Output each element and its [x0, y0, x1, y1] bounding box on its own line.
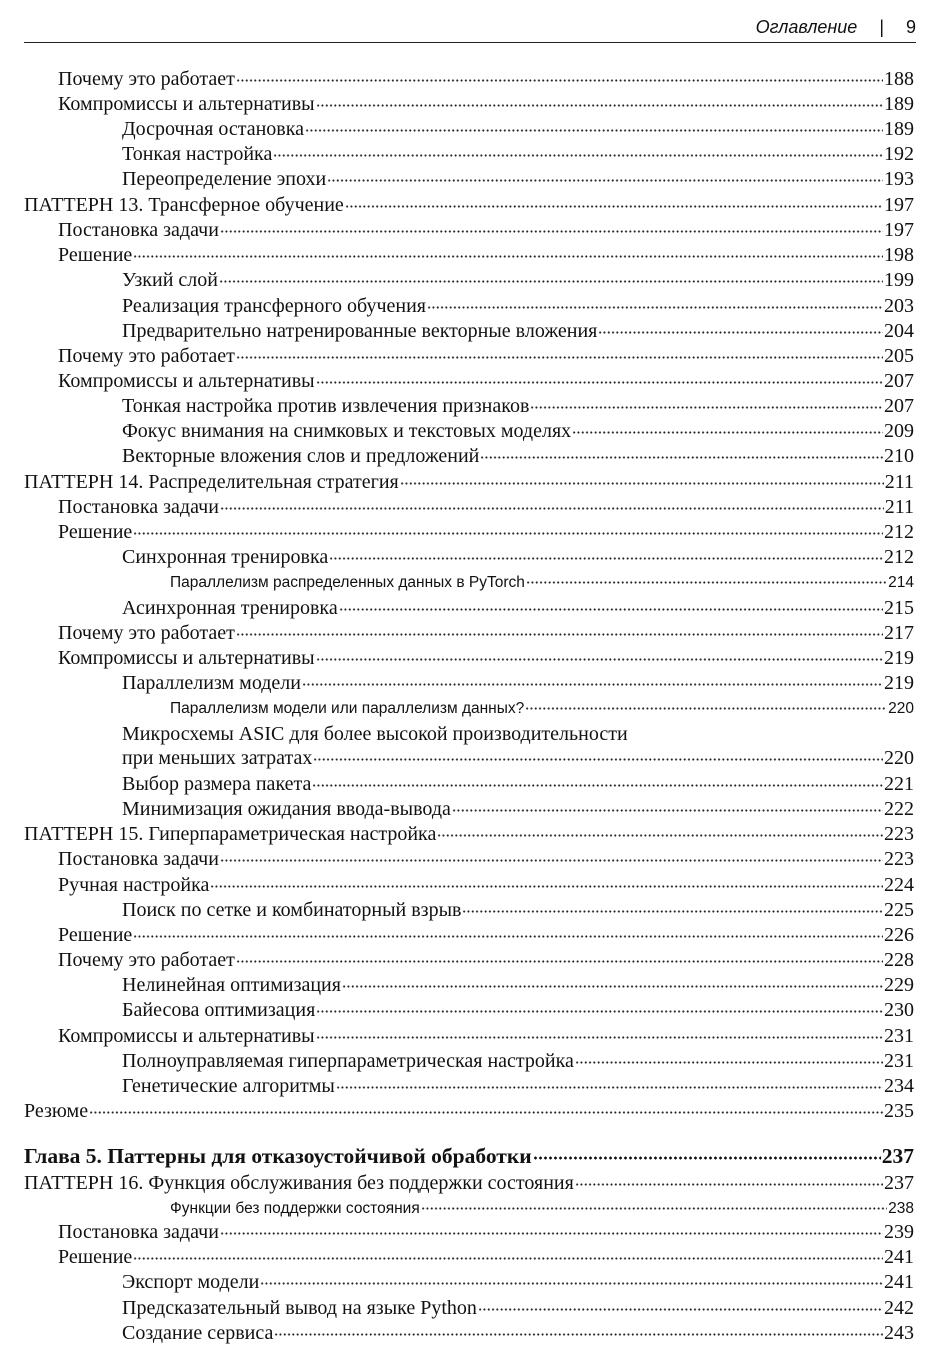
toc-entry — [58, 243, 914, 267]
toc-entry — [24, 193, 914, 217]
dot-leader — [274, 1333, 883, 1336]
toc-chapter-entry — [24, 1144, 914, 1168]
dot-leader — [260, 1282, 883, 1285]
toc-entry — [122, 722, 914, 746]
toc-entry — [122, 1270, 914, 1294]
toc-entry-title: Асинхронная тренировка — [122, 597, 338, 619]
dot-leader — [210, 885, 883, 888]
toc-entry-page: 237 — [881, 1144, 914, 1168]
dot-leader — [220, 859, 883, 862]
toc-entry — [58, 1220, 914, 1244]
toc-entry — [122, 142, 914, 166]
dot-leader — [133, 1257, 883, 1260]
toc-entry-page: 225 — [884, 899, 914, 921]
toc-entry — [122, 167, 914, 191]
dot-leader — [236, 633, 883, 636]
dot-leader — [329, 557, 883, 560]
toc-entry-page: 199 — [884, 269, 914, 291]
toc-entry-title: Байесова оптимизация — [122, 999, 316, 1021]
toc-entry-title: Резюме — [24, 1100, 89, 1122]
dot-leader — [316, 104, 883, 107]
toc-entry-title: Почему это работает — [58, 949, 235, 971]
toc-entry-title: Тонкая настройка — [122, 143, 273, 165]
toc-entry-page: 217 — [884, 622, 914, 644]
dot-leader — [133, 532, 883, 535]
toc-entry — [58, 369, 914, 393]
dot-leader — [302, 683, 883, 686]
toc-entry-page: 203 — [884, 295, 914, 317]
dot-leader — [236, 79, 883, 82]
toc-entry — [58, 495, 914, 519]
toc-entry-title: Ручная настройка — [58, 874, 210, 896]
toc-entry — [58, 923, 914, 947]
toc-entry — [122, 973, 914, 997]
toc-entry — [122, 898, 914, 922]
toc-entry — [122, 671, 914, 695]
toc-entry-page: 237 — [884, 1172, 914, 1194]
toc-entry — [122, 1296, 914, 1320]
toc-entry-page: 235 — [884, 1100, 914, 1122]
toc-entry-page: 209 — [884, 420, 914, 442]
toc-entry-title: Компромиссы и альтернативы — [58, 93, 315, 115]
dot-leader — [345, 205, 883, 208]
toc-entry-title: ПАТТЕРН 14. Распределительная стратегия — [24, 471, 399, 493]
dot-leader — [480, 456, 883, 459]
dot-leader — [313, 758, 883, 761]
toc-entry-title: Полноуправляемая гиперпараметрическая настройка — [122, 1050, 574, 1072]
toc-entry-page: 243 — [884, 1322, 914, 1344]
toc-entry — [122, 1049, 914, 1073]
dot-leader — [533, 1156, 881, 1160]
running-head — [24, 14, 916, 43]
toc-entry — [58, 873, 914, 897]
dot-leader — [342, 985, 883, 988]
toc-entry-title: Выбор размера пакета — [122, 773, 312, 795]
dot-leader — [400, 482, 884, 485]
toc-entry-page: 192 — [884, 143, 914, 165]
toc-entry-title: Генетические алгоритмы — [122, 1075, 335, 1097]
dot-leader — [598, 331, 883, 334]
toc-entry — [122, 419, 914, 443]
toc-entry — [122, 545, 914, 569]
dot-leader — [312, 784, 883, 787]
toc-entry — [58, 92, 914, 116]
toc-entry-page: 197 — [884, 219, 914, 241]
dot-leader — [133, 255, 883, 258]
toc-entry — [122, 746, 914, 770]
toc-entry-page: 214 — [888, 574, 914, 591]
toc-entry-title: Создание сервиса — [122, 1322, 274, 1344]
toc-entry-title: Почему это работает — [58, 345, 235, 367]
toc-entry-page: 230 — [884, 999, 914, 1021]
toc-entry-title: Компромиссы и альтернативы — [58, 647, 315, 669]
toc-entry-title: Векторные вложения слов и предложений — [122, 445, 480, 467]
toc-entry-page: 220 — [888, 700, 914, 717]
toc-entry-page: 239 — [884, 1221, 914, 1243]
toc-entry — [122, 596, 914, 620]
toc-entry-title: Фокус внимания на снимковых и текстовых моделях — [122, 420, 572, 442]
toc-entry — [24, 1171, 914, 1195]
toc-entry-title: Решение — [58, 1246, 133, 1268]
dot-leader — [462, 910, 883, 913]
dot-leader — [316, 381, 883, 384]
toc-entry-page: 222 — [884, 798, 914, 820]
toc-entry-title: Компромиссы и альтернативы — [58, 1025, 315, 1047]
dot-leader — [327, 179, 883, 182]
toc-entry-page: 220 — [884, 747, 914, 769]
running-head-separator: | — [879, 17, 884, 37]
toc-entry-page: 212 — [884, 546, 914, 568]
dot-leader — [427, 306, 883, 309]
dot-leader — [336, 1086, 883, 1089]
toc-entry-page: 221 — [884, 773, 914, 795]
toc-entry-page: 207 — [884, 395, 914, 417]
toc-entry-page: 212 — [884, 521, 914, 543]
toc-entry-page: 231 — [884, 1025, 914, 1047]
toc-entry-title: Решение — [58, 244, 133, 266]
toc-entry-page: 242 — [884, 1297, 914, 1319]
toc-entry — [58, 218, 914, 242]
dot-leader — [236, 356, 883, 359]
toc-entry-page: 197 — [884, 194, 914, 216]
dot-leader — [273, 154, 883, 157]
toc-entry-title: Постановка задачи — [58, 1221, 219, 1243]
page-number: 9 — [905, 17, 916, 37]
toc-entry-title: Постановка задачи — [58, 219, 219, 241]
toc-entry-page: 211 — [884, 471, 914, 493]
dot-leader — [305, 129, 883, 132]
toc-entry-page: 231 — [884, 1050, 914, 1072]
toc-entry — [170, 1197, 914, 1221]
toc-entry-page: 207 — [884, 370, 914, 392]
toc-entry-title: Постановка задачи — [58, 848, 219, 870]
dot-leader — [220, 1232, 883, 1235]
toc-entry — [122, 394, 914, 418]
toc-entry-page: 210 — [884, 445, 914, 467]
toc-entry — [122, 1074, 914, 1098]
toc-entry — [122, 117, 914, 141]
toc-entry-title: Досрочная остановка — [122, 118, 305, 140]
toc-entry-page: 229 — [884, 974, 914, 996]
toc-entry — [58, 621, 914, 645]
toc-entry-title: Компромиссы и альтернативы — [58, 370, 315, 392]
toc-entry-title: Поиск по сетке и комбинаторный взрыв — [122, 899, 462, 921]
toc-entry-title: Решение — [58, 924, 133, 946]
toc-entry-page: 204 — [884, 320, 914, 342]
toc-entry-title: Параллелизм модели или параллелизм данных? — [170, 700, 525, 717]
dot-leader — [575, 1183, 883, 1186]
toc-entry-title: Тонкая настройка против извлечения признаков — [122, 395, 530, 417]
toc-entry — [170, 571, 914, 595]
toc-entry — [122, 998, 914, 1022]
dot-leader — [421, 1207, 887, 1210]
toc-entry — [122, 294, 914, 318]
toc-entry-title: Предварительно натренированные векторные вложения — [122, 320, 598, 342]
toc-entry-page: 224 — [884, 874, 914, 896]
toc-entry-page: 193 — [884, 168, 914, 190]
toc-entry — [58, 1245, 914, 1269]
toc-entry-page: 205 — [884, 345, 914, 367]
toc-entry-title: Предсказательный вывод на языке Python — [122, 1297, 477, 1319]
toc-entry — [170, 697, 914, 721]
toc-entry-title: Почему это работает — [58, 68, 235, 90]
toc-entry — [58, 948, 914, 972]
toc-entry-title: ПАТТЕРН 16. Функция обслуживания без поддержки состояния — [24, 1172, 574, 1194]
toc-entry-page: 188 — [884, 68, 914, 90]
dot-leader — [530, 406, 883, 409]
toc-entry — [58, 646, 914, 670]
dot-leader — [220, 230, 883, 233]
toc-entry — [58, 1024, 914, 1048]
toc-entry-page: 219 — [884, 672, 914, 694]
toc-entry-page: 238 — [888, 1200, 914, 1217]
toc-entry-page: 219 — [884, 647, 914, 669]
toc-entry — [58, 847, 914, 871]
toc-entry-page: 211 — [884, 496, 914, 518]
toc-entry-page: 223 — [884, 823, 914, 845]
toc-entry — [58, 67, 914, 91]
toc-entry-page: 223 — [884, 848, 914, 870]
toc-entry — [24, 822, 914, 846]
dot-leader — [572, 431, 883, 434]
dot-leader — [316, 1036, 883, 1039]
toc-entry — [122, 797, 914, 821]
toc-entry-title: Параллелизм модели — [122, 672, 301, 694]
toc-entry-page: 189 — [884, 118, 914, 140]
toc-entry-title: Микросхемы ASIC для более высокой производительности — [122, 723, 628, 745]
toc-entry — [24, 1099, 914, 1123]
toc-entry — [58, 344, 914, 368]
toc-entry-page: 241 — [884, 1246, 914, 1268]
toc-entry-title: ПАТТЕРН 13. Трансферное обучение — [24, 194, 344, 216]
dot-leader — [220, 507, 884, 510]
dot-leader — [89, 1111, 883, 1114]
toc-entry — [122, 268, 914, 292]
toc-entry-title: Решение — [58, 521, 133, 543]
toc-entry-page: 228 — [884, 949, 914, 971]
dot-leader — [525, 707, 887, 710]
toc-entry-title: Нелинейная оптимизация — [122, 974, 341, 996]
toc-entry-title: при меньших затратах — [122, 747, 313, 769]
toc-entry — [122, 319, 914, 343]
toc-entry-title: Глава 5. Паттерны для отказоустойчивой обработки — [24, 1144, 532, 1168]
toc-entry — [122, 444, 914, 468]
toc-entry-title: Реализация трансферного обучения — [122, 295, 426, 317]
toc-entry-title: Постановка задачи — [58, 496, 219, 518]
toc-entry-title: Минимизация ожидания ввода-вывода — [122, 798, 451, 820]
toc-entry-title: ПАТТЕРН 15. Гиперпараметрическая настройка — [24, 823, 437, 845]
dot-leader — [339, 608, 883, 611]
toc-entry — [58, 520, 914, 544]
toc-entry — [122, 1321, 914, 1345]
toc-entry — [24, 470, 914, 494]
toc-entry-page: 226 — [884, 924, 914, 946]
dot-leader — [437, 834, 883, 837]
dot-leader — [575, 1061, 883, 1064]
toc-entry-title: Почему это работает — [58, 622, 235, 644]
toc-entry — [122, 772, 914, 796]
toc-entry-title: Функции без поддержки состояния — [170, 1200, 420, 1217]
toc-entry-page: 241 — [884, 1271, 914, 1293]
toc-entry-title: Экспорт модели — [122, 1271, 260, 1293]
dot-leader — [219, 280, 883, 283]
toc-entry-title: Узкий слой — [122, 269, 218, 291]
dot-leader — [478, 1308, 883, 1311]
toc-entry-page: 215 — [884, 597, 914, 619]
dot-leader — [452, 809, 883, 812]
toc-entry-page: 189 — [884, 93, 914, 115]
dot-leader — [133, 935, 883, 938]
toc-entry-title: Параллелизм распределенных данных в PyTorch — [170, 574, 525, 591]
dot-leader — [236, 960, 883, 963]
running-head-section: Оглавление — [755, 17, 858, 37]
toc-entry-page: 234 — [884, 1075, 914, 1097]
toc-entry-title: Синхронная тренировка — [122, 546, 329, 568]
toc-entry-page: 198 — [884, 244, 914, 266]
dot-leader — [316, 1010, 883, 1013]
toc-entry-title: Переопределение эпохи — [122, 168, 327, 190]
dot-leader — [316, 658, 883, 661]
dot-leader — [526, 581, 887, 584]
